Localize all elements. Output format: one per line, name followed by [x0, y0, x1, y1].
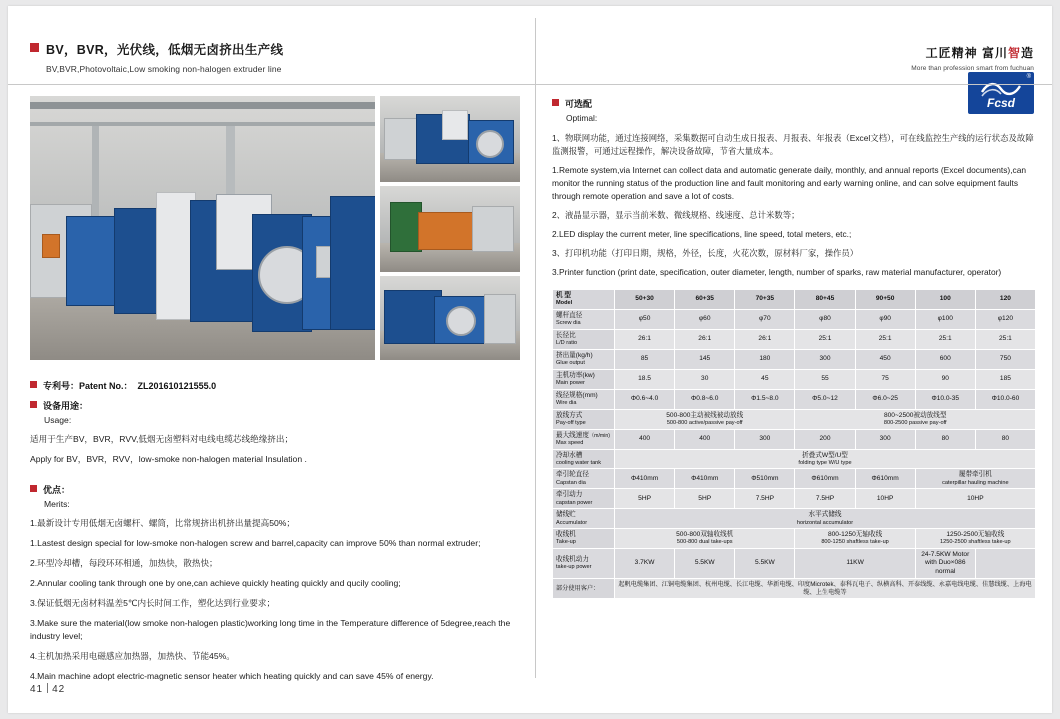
- photo-thumb-control-cabinet: [380, 186, 520, 272]
- optional-para: 2、液晶显示器，显示当前米数、微线规格、线速度、总计米数等；: [552, 210, 800, 221]
- merit-item: 4.Main machine adopt electric-magnetic sensor heater which heating quickly and can save 45% of energy.: [30, 670, 434, 681]
- table-row: [553, 449, 1036, 469]
- row-label: 收线机动力 take-up power: [553, 549, 615, 579]
- table-cell: 800-1250无轴收线 800-1250 shaftless take-up: [795, 529, 915, 549]
- row-label: 冷却水槽 cooling water tank: [553, 449, 615, 469]
- merit-item: 4.主机加热采用电磁感应加热器，加热快、节能45%。: [30, 650, 235, 661]
- optional-para: 1.Remote system,via Internet can collect data and automatic generate daily, monthly, and annual reports (Excel documents),can monitor the running status of the production line and fault monitoring and early warning online, and can solve equipment faults through remote operation and save a lot of costs.: [552, 164, 1027, 202]
- warning-box: [42, 234, 60, 258]
- table-cell: 折叠式W型/U型 folding type W/U type: [615, 449, 1036, 469]
- table-cell: 45: [735, 369, 795, 389]
- table-cell: φ70: [735, 309, 795, 329]
- control-cabinet: [472, 206, 514, 252]
- table-cell: 100: [915, 290, 975, 310]
- table-cell: 10HP: [855, 489, 915, 509]
- optional-para: 1、物联网功能，通过连接网络，采集数据可自动生成日报表、月报表、年报表（Excel文档），可在线监控生产线的运行状态及故障监测报警，可通过远程操作，解决设备故障，节省大量成本。: [552, 132, 1034, 156]
- optional-block: [552, 98, 1036, 285]
- optional-para: 2.LED display the current meter, line specifications, line speed, total meters, etc.;: [552, 229, 852, 240]
- table-row: [553, 329, 1036, 349]
- table-cell: 11KW: [795, 549, 915, 579]
- ceiling-beam: [30, 122, 375, 126]
- table-cell: [975, 549, 1035, 579]
- table-row: [553, 578, 1036, 599]
- optional-para: 3.Printer function (print date, specification, outer diameter, length, number of sparks, raw material manufacturer, operator): [552, 267, 1002, 278]
- table-cell: 450: [855, 349, 915, 369]
- machine-unit: [384, 118, 420, 160]
- table-cell: 90: [915, 369, 975, 389]
- table-row: [553, 349, 1036, 369]
- bullet-square-icon: [30, 485, 37, 492]
- bullet-square-icon: [30, 43, 39, 52]
- slogan-en: More than profession smart from fuchuan: [911, 65, 1034, 72]
- patent-number: ZL201610121555.0: [137, 381, 217, 391]
- table-cell: 185: [975, 369, 1035, 389]
- table-cell: 145: [675, 349, 735, 369]
- table-row: [553, 309, 1036, 329]
- merit-item: 2.Annular cooling tank through one by one,can achieve quickly heating quickly and qucily cooling;: [30, 578, 401, 589]
- table-cell: Φ410mm: [675, 469, 735, 489]
- table-cell: 750: [975, 349, 1035, 369]
- table-cell: 200: [795, 429, 855, 449]
- table-cell: 1250-2500无轴收线 1250-2500 shaftless take-up: [915, 529, 1035, 549]
- table-row: [553, 489, 1036, 509]
- patent-line: 专利号：Patent No.： ZL201610121555.0: [30, 380, 522, 394]
- optional-heading-cn: 可选配: [552, 98, 1036, 112]
- merits-heading-cn: 优点：: [30, 484, 522, 498]
- machine-unit: [66, 216, 120, 306]
- table-cell: Φ0.8~6.0: [675, 389, 735, 409]
- table-cell: 50+30: [615, 290, 675, 310]
- table-cell: Φ610mm: [795, 469, 855, 489]
- row-label: 储线贮 Accumulator: [553, 509, 615, 529]
- table-cell: 起帆电缆集团、江铜电缆集团、杭州电缆、长江电缆、华新电缆、印度Microtek、泰科瓦电子、纵横高科、开泰线缆、永嘉电线电缆、佳慧线缆、上海电缆、上生电缆等: [615, 578, 1036, 599]
- machine-unit: [418, 212, 476, 250]
- row-label: 部分使用客户：: [553, 578, 615, 599]
- row-label: 放线方式 Pay-off type: [553, 409, 615, 429]
- row-label: 线径规格(mm) Wire dia: [553, 389, 615, 409]
- table-cell: 60+35: [675, 290, 735, 310]
- table-cell: φ120: [975, 309, 1035, 329]
- row-label: 牵引动力 capstan power: [553, 489, 615, 509]
- table-cell: 800~2500被动放线型 800-2500 passive pay-off: [795, 409, 1036, 429]
- table-cell: Φ410mm: [615, 469, 675, 489]
- table-cell: 25:1: [915, 329, 975, 349]
- table-cell: 600: [915, 349, 975, 369]
- specification-table-body: [553, 290, 1036, 599]
- table-row: [553, 290, 1036, 310]
- merits-heading-en: Merits:: [44, 498, 70, 509]
- table-cell: 5HP: [675, 489, 735, 509]
- header-title-block: [30, 40, 530, 74]
- table-cell: 26:1: [615, 329, 675, 349]
- table-cell: φ60: [675, 309, 735, 329]
- usage-text-en: Apply for BV，BVR，RVV，low-smoke non-halogen material Insulation .: [30, 454, 307, 465]
- table-cell: 500-800双轴收线机 500-800 dual take-ups: [615, 529, 795, 549]
- table-cell: φ80: [795, 309, 855, 329]
- merit-item: 3.保证低烟无卤材料温差5℃内长时间工作，塑化达到行业要求；: [30, 597, 276, 608]
- table-row: [553, 529, 1036, 549]
- table-cell: φ50: [615, 309, 675, 329]
- table-cell: Φ0.6~4.0: [615, 389, 675, 409]
- usage-heading-cn: 设备用途：: [30, 400, 522, 414]
- ceiling-beam: [30, 102, 375, 109]
- row-label: 主机功率(kw) Main power: [553, 369, 615, 389]
- merit-item: 1.Lastest design special for low-smoke non-halogen screw and barrel,capacity can improve 50% than normal extruder;: [30, 538, 481, 549]
- right-column: [536, 84, 1052, 713]
- table-cell: Φ610mm: [855, 469, 915, 489]
- catalog-page: [8, 6, 1052, 713]
- row-label: 长径比 L/D ratio: [553, 329, 615, 349]
- usage-heading-en: Usage:: [44, 414, 72, 425]
- table-cell: Φ10.0-60: [975, 389, 1035, 409]
- table-cell: 7.5HP: [735, 489, 795, 509]
- table-row: [553, 409, 1036, 429]
- page-number-left: 41: [30, 684, 44, 695]
- capstan-wheel: [476, 130, 504, 158]
- table-cell: 300: [795, 349, 855, 369]
- table-cell: 120: [975, 290, 1035, 310]
- table-cell: 25:1: [855, 329, 915, 349]
- table-cell: 5HP: [615, 489, 675, 509]
- table-cell: 500-800主动被线被动放线 500-800 active/passive pay-off: [615, 409, 795, 429]
- table-cell: φ90: [855, 309, 915, 329]
- table-cell: 300: [735, 429, 795, 449]
- photo-main-production-line: [30, 96, 375, 360]
- merit-item: 3.Make sure the material(low smoke non-halogen plastic)working long time in the Temperature difference of 5degree,reach the industry level;: [30, 617, 511, 641]
- machine-unit: [114, 208, 160, 314]
- table-cell: 80+45: [795, 290, 855, 310]
- optional-heading-en: Optimal:: [566, 112, 598, 123]
- capstan-wheel: [446, 306, 476, 336]
- table-cell: Φ5.0~12: [795, 389, 855, 409]
- table-cell: 70+35: [735, 290, 795, 310]
- table-row: [553, 509, 1036, 529]
- table-cell: 300: [855, 429, 915, 449]
- table-cell: 400: [615, 429, 675, 449]
- table-cell: 26:1: [735, 329, 795, 349]
- left-column: [8, 84, 535, 713]
- slogan-cn: 工匠精神 富川智造: [925, 46, 1034, 61]
- photo-thumb-take-up: [380, 276, 520, 360]
- table-cell: 55: [795, 369, 855, 389]
- row-label: 机 型 Model: [553, 290, 615, 310]
- optional-para: 3、打印机功能（打印日期，规格，外径，长度，火花次数，原材料厂家，操作员）: [552, 248, 859, 259]
- patent-block: [30, 380, 522, 394]
- table-cell: 7.5HP: [795, 489, 855, 509]
- table-cell: 25:1: [975, 329, 1035, 349]
- table-cell: 24-7.5KW Motor with Duo×086 normal: [915, 549, 975, 579]
- control-cabinet: [484, 294, 516, 344]
- row-label: 螺杆直径 Screw dia: [553, 309, 615, 329]
- bullet-square-icon: [552, 99, 559, 106]
- table-cell: Φ510mm: [735, 469, 795, 489]
- table-cell: Φ1.5~8.0: [735, 389, 795, 409]
- table-cell: 180: [735, 349, 795, 369]
- table-cell: 5.5KW: [675, 549, 735, 579]
- specification-table: [552, 289, 1036, 599]
- logo-text: Fcsd: [986, 96, 1015, 110]
- take-up-unit: [330, 196, 375, 330]
- bullet-square-icon: [30, 401, 37, 408]
- table-row: [553, 429, 1036, 449]
- bullet-square-icon: [30, 381, 37, 388]
- usage-text-cn: 适用于生产BV，BVR，RVV,低烟无卤塑料对电线电缆芯线绝缘挤出；: [30, 434, 294, 445]
- table-cell: 履带牵引机 caterpillar hauling machine: [915, 469, 1035, 489]
- table-cell: 30: [675, 369, 735, 389]
- table-cell: 18.5: [615, 369, 675, 389]
- table-cell: 80: [975, 429, 1035, 449]
- row-label: 牵引轮直径 Capstan dia: [553, 469, 615, 489]
- table-cell: 10HP: [915, 489, 1035, 509]
- merit-item: 1.最新设计专用低烟无卤螺杆、螺筒，比常规挤出机挤出量提高50%；: [30, 518, 295, 529]
- row-label: 最大线速度（m/min) Max speed: [553, 429, 615, 449]
- page-title-en: BV,BVR,Photovoltaic,Low smoking non-halogen extruder line: [46, 64, 282, 74]
- table-row: [553, 469, 1036, 489]
- page-number: [30, 683, 65, 695]
- photo-thumb-extruder: [380, 96, 520, 182]
- merit-item: 2.环型冷却槽，每段环环相通，加热快，散热快；: [30, 558, 218, 569]
- table-cell: 90+50: [855, 290, 915, 310]
- table-row: [553, 549, 1036, 579]
- row-label: 挤出量(kg/h) Glue output: [553, 349, 615, 369]
- table-cell: 3.7KW: [615, 549, 675, 579]
- page-number-right: 42: [52, 684, 66, 695]
- table-cell: Φ10.0-35: [915, 389, 975, 409]
- table-cell: Φ6.0~25: [855, 389, 915, 409]
- table-cell: 26:1: [675, 329, 735, 349]
- page-title-cn: BV，BVR，光伏线，低烟无卤挤出生产线: [30, 40, 530, 58]
- photo-gallery: [30, 96, 520, 360]
- table-cell: 5.5KW: [735, 549, 795, 579]
- table-cell: 400: [675, 429, 735, 449]
- table-cell: 水平式储线 horizontal accumulator: [615, 509, 1036, 529]
- table-cell: φ100: [915, 309, 975, 329]
- table-cell: 80: [915, 429, 975, 449]
- table-cell: 85: [615, 349, 675, 369]
- table-cell: 75: [855, 369, 915, 389]
- brand-slogan: [911, 44, 1034, 72]
- table-cell: 25:1: [795, 329, 855, 349]
- table-row: [553, 389, 1036, 409]
- row-label: 收线机 Take-up: [553, 529, 615, 549]
- merits-block: [30, 484, 522, 682]
- table-row: [553, 369, 1036, 389]
- usage-block: [30, 400, 522, 466]
- operator-panel: [442, 110, 468, 140]
- trademark-icon: ®: [1026, 74, 1031, 80]
